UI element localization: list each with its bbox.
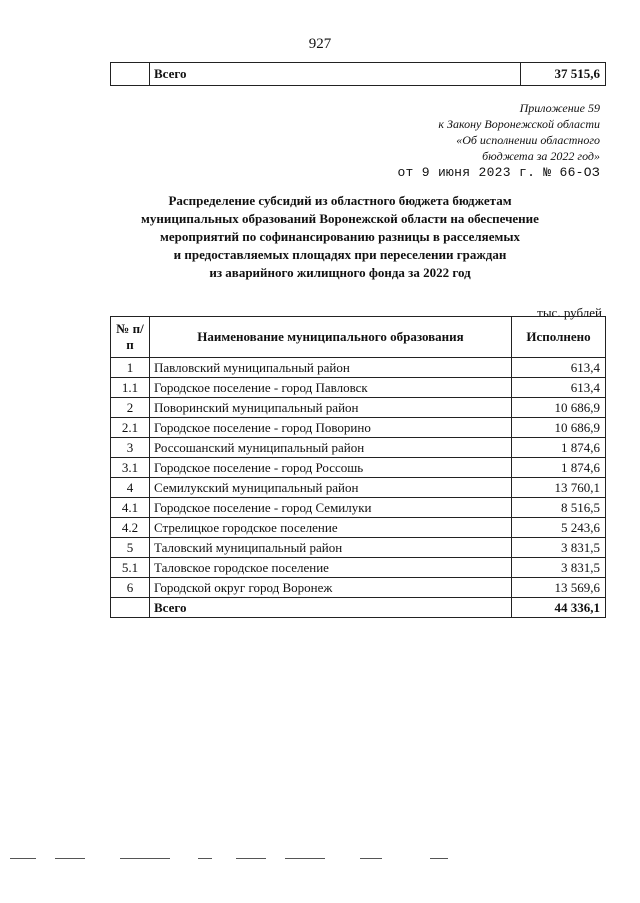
total-value: 44 336,1 (512, 598, 606, 618)
table-row (111, 518, 606, 538)
table-row (111, 498, 606, 518)
row-number: 2.1 (111, 418, 150, 438)
row-number: 4.2 (111, 518, 150, 538)
header-name: Наименование муниципального образования (150, 317, 512, 358)
title-line: муниципальных образований Воронежской области на обеспечение (141, 211, 539, 226)
row-value: 5 243,6 (512, 518, 606, 538)
row-value: 8 516,5 (512, 498, 606, 518)
table-row (111, 538, 606, 558)
table-row (111, 378, 606, 398)
row-value: 3 831,5 (512, 558, 606, 578)
subsidy-table (110, 316, 606, 618)
row-name: Таловское городское поселение (150, 558, 512, 578)
table-row (111, 358, 606, 378)
row-name: Павловский муниципальный район (150, 358, 512, 378)
empty-cell (111, 598, 150, 618)
row-value: 3 831,5 (512, 538, 606, 558)
row-value: 10 686,9 (512, 418, 606, 438)
appendix-line: «Об исполнении областного (456, 133, 600, 147)
row-number: 4 (111, 478, 150, 498)
total-label: Всего (150, 598, 512, 618)
row-value: 613,4 (512, 378, 606, 398)
table-header-row (111, 317, 606, 358)
row-name: Городской округ город Воронеж (150, 578, 512, 598)
table-row (111, 438, 606, 458)
row-value: 613,4 (512, 358, 606, 378)
row-value: 10 686,9 (512, 398, 606, 418)
row-value: 13 760,1 (512, 478, 606, 498)
table-row (111, 558, 606, 578)
previous-table-total (110, 62, 606, 86)
row-name: Россошанский муниципальный район (150, 438, 512, 458)
title-line: и предоставляемых площадях при переселении граждан (173, 247, 507, 262)
row-number: 1.1 (111, 378, 150, 398)
row-name: Таловский муниципальный район (150, 538, 512, 558)
appendix-line: бюджета за 2022 год» (482, 149, 600, 163)
page-number: 927 (308, 36, 332, 52)
unit-label: тыс. рублей (537, 305, 602, 320)
appendix-line: Приложение 59 (519, 101, 600, 115)
total-value: 37 515,6 (521, 63, 606, 86)
row-number: 3 (111, 438, 150, 458)
total-label: Всего (150, 63, 521, 86)
document-title (90, 192, 590, 282)
title-line: Распределение субсидий из областного бюджета бюджетам (168, 193, 512, 208)
title-line: из аварийного жилищного фонда за 2022 год (209, 265, 471, 280)
row-number: 4.1 (111, 498, 150, 518)
row-value: 13 569,6 (512, 578, 606, 598)
header-value: Исполнено (512, 317, 606, 358)
row-name: Городское поселение - город Поворино (150, 418, 512, 438)
row-number: 5.1 (111, 558, 150, 578)
title-line: мероприятий по софинансированию разницы в расселяемых (160, 229, 520, 244)
row-value: 1 874,6 (512, 458, 606, 478)
row-number: 2 (111, 398, 150, 418)
table-total-row (111, 598, 606, 618)
appendix-note (340, 100, 600, 181)
appendix-line: к Закону Воронежской области (438, 117, 600, 131)
table-row (111, 63, 606, 86)
row-name: Семилукский муниципальный район (150, 478, 512, 498)
row-number: 5 (111, 538, 150, 558)
scan-artifact-lines (0, 858, 640, 862)
table-row (111, 478, 606, 498)
row-number: 1 (111, 358, 150, 378)
row-name: Поворинский муниципальный район (150, 398, 512, 418)
law-date-line: от 9 июня 2023 г. № 66-ОЗ (397, 165, 600, 180)
header-number: № п/п (111, 317, 150, 358)
empty-cell (111, 63, 150, 86)
row-number: 3.1 (111, 458, 150, 478)
row-name: Городское поселение - город Россошь (150, 458, 512, 478)
row-value: 1 874,6 (512, 438, 606, 458)
table-row (111, 458, 606, 478)
table-row (111, 418, 606, 438)
row-name: Городское поселение - город Павловск (150, 378, 512, 398)
table-row (111, 398, 606, 418)
row-name: Городское поселение - город Семилуки (150, 498, 512, 518)
row-name: Стрелицкое городское поселение (150, 518, 512, 538)
table-row (111, 578, 606, 598)
row-number: 6 (111, 578, 150, 598)
